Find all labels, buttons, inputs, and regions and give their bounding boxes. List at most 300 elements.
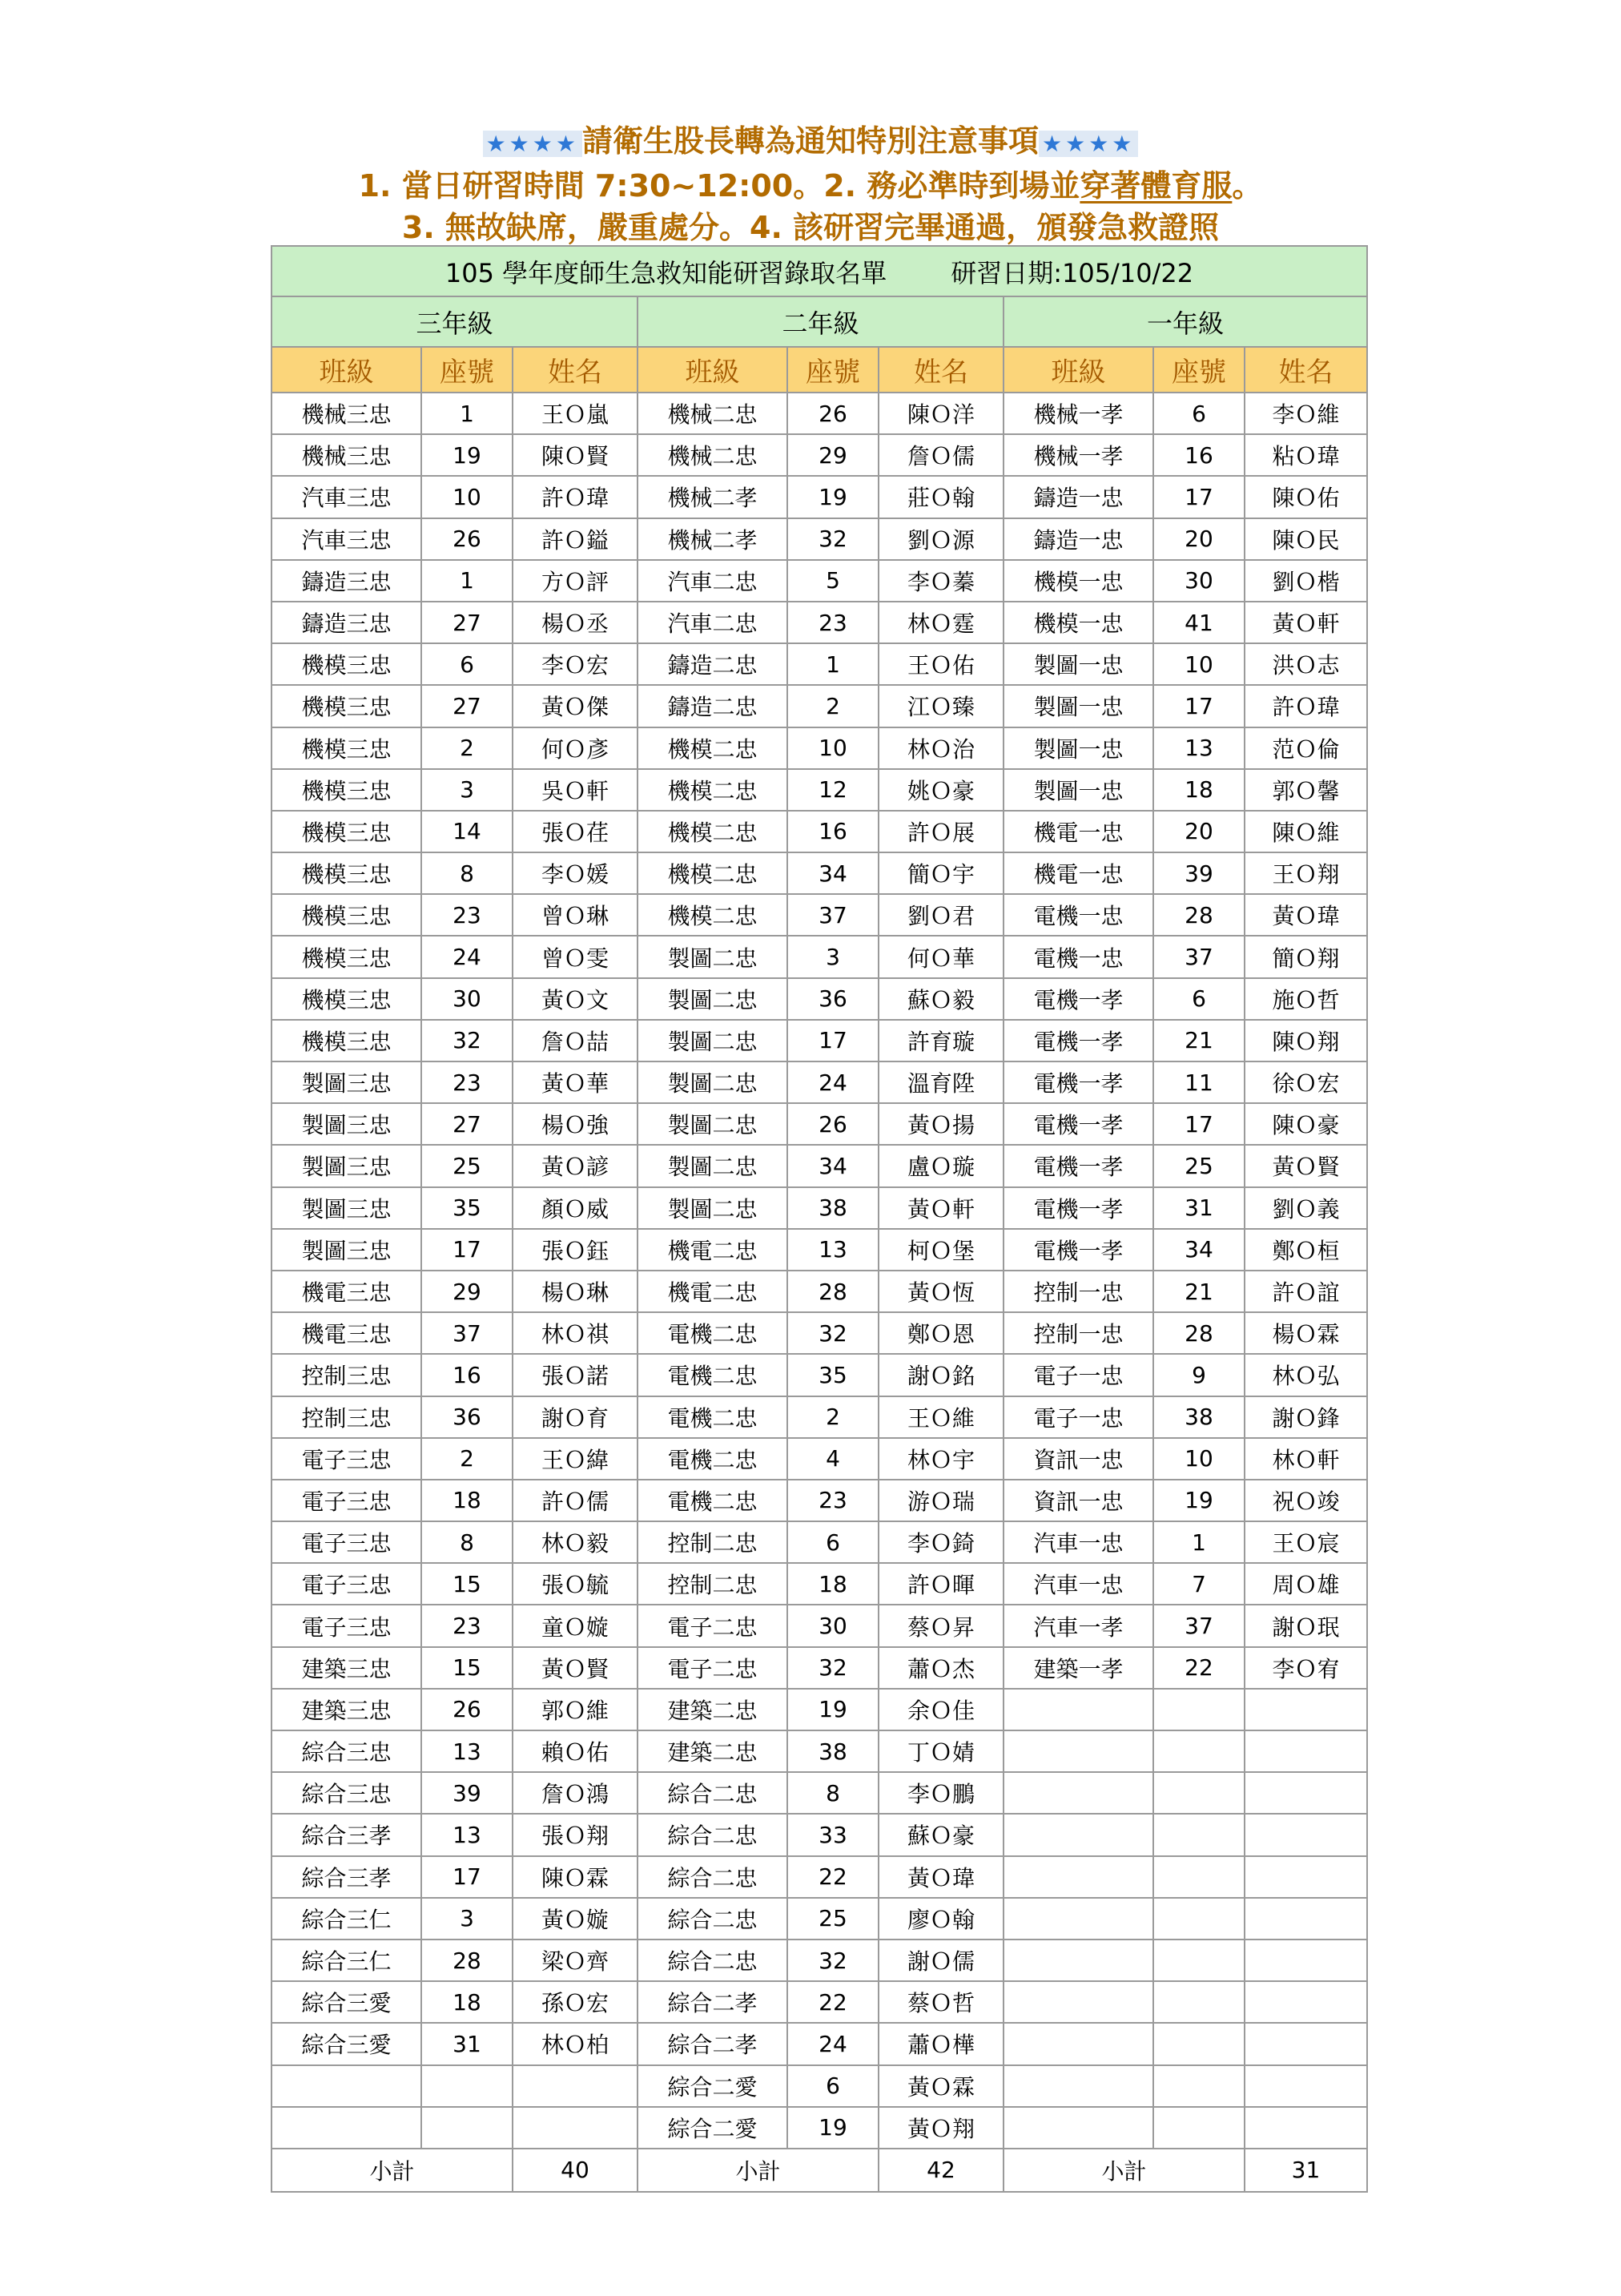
table-row <box>272 1856 1367 1898</box>
g2-name-cell: 黃Ｏ翔 <box>879 2107 1004 2149</box>
g3-class-cell: 綜合三愛 <box>272 1981 421 2023</box>
table-row <box>272 1145 1367 1186</box>
g2-name-cell: 廖Ｏ翰 <box>879 1898 1004 1940</box>
g3-seat-cell: 29 <box>421 1271 513 1312</box>
subtotal-value-1: 31 <box>1245 2149 1367 2192</box>
g1-name-cell: 林Ｏ弘 <box>1245 1354 1367 1396</box>
g3-class-cell: 電子三忠 <box>272 1521 421 1563</box>
g3-name-cell: 張Ｏ荏 <box>513 811 638 852</box>
g1-seat-cell: 28 <box>1153 894 1245 936</box>
notice-header <box>0 120 1621 248</box>
g3-seat-cell: 24 <box>421 936 513 977</box>
g2-class-cell: 製圖二忠 <box>638 1103 787 1145</box>
g2-seat-cell: 19 <box>787 1689 879 1730</box>
g2-class-cell: 綜合二忠 <box>638 1898 787 1940</box>
g1-class-cell: 機電一忠 <box>1004 852 1153 894</box>
g3-class-cell <box>272 2107 421 2149</box>
col-name-header: 姓名 <box>1245 347 1367 393</box>
g2-seat-cell: 35 <box>787 1354 879 1396</box>
g3-name-cell: 張Ｏ翔 <box>513 1814 638 1855</box>
g3-seat-cell: 13 <box>421 1730 513 1772</box>
g1-name-cell: 楊Ｏ霖 <box>1245 1312 1367 1354</box>
g2-class-cell: 機模二忠 <box>638 727 787 769</box>
g3-seat-cell: 31 <box>421 2023 513 2064</box>
g3-class-cell: 電子三忠 <box>272 1605 421 1646</box>
g3-name-cell: 吳Ｏ軒 <box>513 769 638 811</box>
g3-class-cell: 機電三忠 <box>272 1312 421 1354</box>
g3-class-cell: 機械三忠 <box>272 434 421 476</box>
g1-name-cell: 黃Ｏ瑋 <box>1245 894 1367 936</box>
g3-class-cell: 機模三忠 <box>272 936 421 977</box>
table-row <box>272 1229 1367 1271</box>
g1-name-cell: 洪Ｏ志 <box>1245 643 1367 685</box>
g1-class-cell <box>1004 1814 1153 1855</box>
g3-class-cell: 電子三忠 <box>272 1563 421 1605</box>
g1-seat-cell: 19 <box>1153 1480 1245 1521</box>
g1-name-cell: 范Ｏ倫 <box>1245 727 1367 769</box>
g3-class-cell: 建築三忠 <box>272 1647 421 1689</box>
g3-class-cell <box>272 2065 421 2107</box>
g2-name-cell: 謝Ｏ銘 <box>879 1354 1004 1396</box>
table-row <box>272 434 1367 476</box>
g2-seat-cell: 24 <box>787 1061 879 1103</box>
table-row <box>272 602 1367 643</box>
g1-class-cell: 電機一忠 <box>1004 894 1153 936</box>
g1-class-cell: 汽車一忠 <box>1004 1563 1153 1605</box>
table-row <box>272 1605 1367 1646</box>
table-title: 105 學年度師生急救知能研習錄取名單 <box>444 257 887 288</box>
g1-name-cell <box>1245 1689 1367 1730</box>
g2-seat-cell: 32 <box>787 1940 879 1981</box>
g2-class-cell: 綜合二忠 <box>638 1814 787 1855</box>
table-row <box>272 1438 1367 1480</box>
g3-class-cell: 汽車三忠 <box>272 476 421 518</box>
g2-seat-cell: 6 <box>787 1521 879 1563</box>
g3-name-cell: 何Ｏ彥 <box>513 727 638 769</box>
g2-seat-cell: 18 <box>787 1563 879 1605</box>
g3-seat-cell: 35 <box>421 1187 513 1229</box>
g1-seat-cell <box>1153 2065 1245 2107</box>
g2-name-cell: 姚Ｏ豪 <box>879 769 1004 811</box>
g1-name-cell: 陳Ｏ維 <box>1245 811 1367 852</box>
g2-seat-cell: 38 <box>787 1730 879 1772</box>
table-row <box>272 1772 1367 1814</box>
g2-class-cell: 控制二忠 <box>638 1521 787 1563</box>
g2-name-cell: 丁Ｏ婧 <box>879 1730 1004 1772</box>
g3-name-cell: 陳Ｏ霖 <box>513 1856 638 1898</box>
g3-class-cell: 製圖三忠 <box>272 1061 421 1103</box>
g3-seat-cell: 2 <box>421 1438 513 1480</box>
g1-seat-cell: 37 <box>1153 1605 1245 1646</box>
g3-class-cell: 電子三忠 <box>272 1438 421 1480</box>
g1-seat-cell: 37 <box>1153 936 1245 977</box>
g1-class-cell: 電機一孝 <box>1004 1145 1153 1186</box>
subtotal-label-3: 小計 <box>272 2149 513 2192</box>
g2-class-cell: 電機二忠 <box>638 1438 787 1480</box>
g2-seat-cell: 36 <box>787 978 879 1020</box>
g2-seat-cell: 3 <box>787 936 879 977</box>
star-icon-group-left: ★★★★ <box>483 131 582 157</box>
g2-name-cell: 蕭Ｏ杰 <box>879 1647 1004 1689</box>
g3-seat-cell: 14 <box>421 811 513 852</box>
table-row <box>272 1354 1367 1396</box>
g2-name-cell: 黃Ｏ軒 <box>879 1187 1004 1229</box>
g3-seat-cell: 17 <box>421 1856 513 1898</box>
g3-seat-cell: 8 <box>421 1521 513 1563</box>
g1-seat-cell <box>1153 1772 1245 1814</box>
g2-name-cell: 李Ｏ鵬 <box>879 1772 1004 1814</box>
g1-class-cell: 汽車一忠 <box>1004 1521 1153 1563</box>
notice-line-1 <box>0 120 1621 165</box>
table-row <box>272 769 1367 811</box>
g1-name-cell: 許Ｏ誼 <box>1245 1271 1367 1312</box>
g3-name-cell <box>513 2065 638 2107</box>
notice-line-2-underlined: 穿著體育服 <box>1080 168 1233 203</box>
g1-class-cell <box>1004 1772 1153 1814</box>
table-row <box>272 727 1367 769</box>
g1-seat-cell: 16 <box>1153 434 1245 476</box>
g2-seat-cell: 23 <box>787 1480 879 1521</box>
g3-class-cell: 機模三忠 <box>272 978 421 1020</box>
g2-class-cell: 綜合二忠 <box>638 1940 787 1981</box>
g1-class-cell <box>1004 1856 1153 1898</box>
g1-class-cell: 鑄造一忠 <box>1004 476 1153 518</box>
g1-class-cell: 電子一忠 <box>1004 1396 1153 1438</box>
g2-class-cell: 製圖二忠 <box>638 1145 787 1186</box>
g1-seat-cell: 39 <box>1153 852 1245 894</box>
g3-name-cell: 楊Ｏ丞 <box>513 602 638 643</box>
col-seat-header: 座號 <box>421 347 513 393</box>
g1-name-cell: 黃Ｏ軒 <box>1245 602 1367 643</box>
g3-class-cell: 機模三忠 <box>272 643 421 685</box>
g1-class-cell: 製圖一忠 <box>1004 769 1153 811</box>
grade-header-2: 二年級 <box>638 296 1004 347</box>
g3-seat-cell: 15 <box>421 1647 513 1689</box>
g3-class-cell: 綜合三忠 <box>272 1730 421 1772</box>
g1-name-cell: 陳Ｏ佑 <box>1245 476 1367 518</box>
g1-class-cell <box>1004 1898 1153 1940</box>
g1-seat-cell: 18 <box>1153 769 1245 811</box>
g1-seat-cell: 7 <box>1153 1563 1245 1605</box>
g3-name-cell: 顏Ｏ威 <box>513 1187 638 1229</box>
g1-seat-cell <box>1153 1689 1245 1730</box>
g2-class-cell: 機電二忠 <box>638 1271 787 1312</box>
g3-seat-cell: 16 <box>421 1354 513 1396</box>
g1-seat-cell: 17 <box>1153 1103 1245 1145</box>
subtotal-value-2: 42 <box>879 2149 1004 2192</box>
g3-name-cell: 王Ｏ嵐 <box>513 393 638 434</box>
g2-class-cell: 機械二忠 <box>638 434 787 476</box>
g1-class-cell: 電機一孝 <box>1004 1020 1153 1061</box>
g1-seat-cell: 38 <box>1153 1396 1245 1438</box>
table-row <box>272 1563 1367 1605</box>
g3-name-cell: 謝Ｏ育 <box>513 1396 638 1438</box>
g2-class-cell: 機械二孝 <box>638 518 787 560</box>
g1-seat-cell <box>1153 1814 1245 1855</box>
g3-name-cell: 郭Ｏ維 <box>513 1689 638 1730</box>
g1-seat-cell: 10 <box>1153 1438 1245 1480</box>
g2-class-cell: 製圖二忠 <box>638 936 787 977</box>
g1-name-cell: 陳Ｏ豪 <box>1245 1103 1367 1145</box>
g3-name-cell: 曾Ｏ琳 <box>513 894 638 936</box>
table-row <box>272 1103 1367 1145</box>
g3-seat-cell: 39 <box>421 1772 513 1814</box>
g2-seat-cell: 5 <box>787 560 879 602</box>
g1-seat-cell: 11 <box>1153 1061 1245 1103</box>
table-row <box>272 685 1367 727</box>
g3-seat-cell: 15 <box>421 1563 513 1605</box>
g1-name-cell: 王Ｏ宸 <box>1245 1521 1367 1563</box>
g3-class-cell: 鑄造三忠 <box>272 602 421 643</box>
g2-seat-cell: 2 <box>787 1396 879 1438</box>
g2-seat-cell: 38 <box>787 1187 879 1229</box>
g3-seat-cell: 26 <box>421 1689 513 1730</box>
g1-class-cell: 電機一孝 <box>1004 978 1153 1020</box>
table-row <box>272 936 1367 977</box>
g2-class-cell: 機械二忠 <box>638 393 787 434</box>
g3-name-cell: 黃Ｏ傑 <box>513 685 638 727</box>
g1-name-cell: 陳Ｏ翔 <box>1245 1020 1367 1061</box>
g2-seat-cell: 24 <box>787 2023 879 2064</box>
g1-seat-cell: 20 <box>1153 518 1245 560</box>
g3-seat-cell: 36 <box>421 1396 513 1438</box>
g2-name-cell: 許Ｏ展 <box>879 811 1004 852</box>
g2-seat-cell: 23 <box>787 602 879 643</box>
g1-class-cell: 製圖一忠 <box>1004 685 1153 727</box>
g1-name-cell: 許Ｏ瑋 <box>1245 685 1367 727</box>
g3-name-cell: 李Ｏ媛 <box>513 852 638 894</box>
g3-name-cell: 賴Ｏ佑 <box>513 1730 638 1772</box>
g1-name-cell: 謝Ｏ珉 <box>1245 1605 1367 1646</box>
g3-class-cell: 機模三忠 <box>272 769 421 811</box>
subtotal-value-3: 40 <box>513 2149 638 2192</box>
g1-name-cell <box>1245 1856 1367 1898</box>
g2-class-cell: 機模二忠 <box>638 769 787 811</box>
table-row <box>272 894 1367 936</box>
g3-seat-cell: 23 <box>421 1605 513 1646</box>
g2-seat-cell: 22 <box>787 1981 879 2023</box>
g1-class-cell: 機模一忠 <box>1004 560 1153 602</box>
table-row <box>272 1312 1367 1354</box>
g3-class-cell: 綜合三忠 <box>272 1772 421 1814</box>
table-row <box>272 643 1367 685</box>
g3-name-cell: 許Ｏ瑋 <box>513 476 638 518</box>
g3-class-cell: 電子三忠 <box>272 1480 421 1521</box>
g3-seat-cell: 3 <box>421 769 513 811</box>
g3-class-cell: 綜合三仁 <box>272 1940 421 1981</box>
g2-class-cell: 製圖二忠 <box>638 1020 787 1061</box>
g2-name-cell: 簡Ｏ宇 <box>879 852 1004 894</box>
g2-seat-cell: 34 <box>787 852 879 894</box>
g2-seat-cell: 29 <box>787 434 879 476</box>
g2-seat-cell: 30 <box>787 1605 879 1646</box>
g3-name-cell: 王Ｏ緯 <box>513 1438 638 1480</box>
g2-seat-cell: 32 <box>787 518 879 560</box>
g2-seat-cell: 10 <box>787 727 879 769</box>
g2-seat-cell: 37 <box>787 894 879 936</box>
g1-class-cell: 機械一孝 <box>1004 393 1153 434</box>
g1-class-cell <box>1004 1940 1153 1981</box>
table-row <box>272 1480 1367 1521</box>
g2-name-cell: 何Ｏ華 <box>879 936 1004 977</box>
table-row <box>272 1187 1367 1229</box>
g3-seat-cell: 27 <box>421 1103 513 1145</box>
g1-seat-cell: 25 <box>1153 1145 1245 1186</box>
grade-header-row <box>272 296 1367 347</box>
g2-name-cell: 溫育陞 <box>879 1061 1004 1103</box>
g1-seat-cell: 21 <box>1153 1271 1245 1312</box>
g3-seat-cell: 37 <box>421 1312 513 1354</box>
g3-seat-cell: 1 <box>421 560 513 602</box>
g3-name-cell: 方Ｏ評 <box>513 560 638 602</box>
g1-class-cell: 製圖一忠 <box>1004 643 1153 685</box>
g2-class-cell: 製圖二忠 <box>638 978 787 1020</box>
g3-class-cell: 製圖三忠 <box>272 1229 421 1271</box>
g3-seat-cell: 8 <box>421 852 513 894</box>
g3-name-cell: 黃Ｏ賢 <box>513 1647 638 1689</box>
g3-class-cell: 機模三忠 <box>272 1020 421 1061</box>
notice-line-2-end: 。 <box>1232 168 1263 203</box>
g2-name-cell: 蔡Ｏ哲 <box>879 1981 1004 2023</box>
g3-class-cell: 建築三忠 <box>272 1689 421 1730</box>
g2-name-cell: 林Ｏ宇 <box>879 1438 1004 1480</box>
g2-seat-cell: 17 <box>787 1020 879 1061</box>
g1-name-cell: 粘Ｏ瑋 <box>1245 434 1367 476</box>
g3-class-cell: 綜合三愛 <box>272 2023 421 2064</box>
g1-name-cell: 謝Ｏ鋒 <box>1245 1396 1367 1438</box>
g2-class-cell: 鑄造二忠 <box>638 685 787 727</box>
g2-name-cell: 陳Ｏ洋 <box>879 393 1004 434</box>
g1-name-cell <box>1245 1940 1367 1981</box>
g3-name-cell: 楊Ｏ琳 <box>513 1271 638 1312</box>
g3-seat-cell: 25 <box>421 1145 513 1186</box>
g2-class-cell: 製圖二忠 <box>638 1061 787 1103</box>
g3-seat-cell: 1 <box>421 393 513 434</box>
study-date: 研習日期:105/10/22 <box>951 257 1194 288</box>
g1-class-cell <box>1004 2107 1153 2149</box>
table-row <box>272 1981 1367 2023</box>
g3-name-cell: 黃Ｏ華 <box>513 1061 638 1103</box>
g1-seat-cell: 9 <box>1153 1354 1245 1396</box>
g2-name-cell: 黃Ｏ霖 <box>879 2065 1004 2107</box>
g1-name-cell: 鄭Ｏ桓 <box>1245 1229 1367 1271</box>
g3-class-cell: 製圖三忠 <box>272 1187 421 1229</box>
g1-name-cell <box>1245 1814 1367 1855</box>
g2-seat-cell: 16 <box>787 811 879 852</box>
g2-name-cell: 許Ｏ暉 <box>879 1563 1004 1605</box>
g2-seat-cell: 34 <box>787 1145 879 1186</box>
g3-seat-cell: 6 <box>421 643 513 685</box>
g2-class-cell: 製圖二忠 <box>638 1187 787 1229</box>
g2-seat-cell: 32 <box>787 1647 879 1689</box>
g2-seat-cell: 12 <box>787 769 879 811</box>
g1-seat-cell: 17 <box>1153 476 1245 518</box>
g2-class-cell: 建築二忠 <box>638 1730 787 1772</box>
g2-seat-cell: 32 <box>787 1312 879 1354</box>
g3-class-cell: 綜合三仁 <box>272 1898 421 1940</box>
g2-seat-cell: 19 <box>787 476 879 518</box>
col-class-header: 班級 <box>1004 347 1153 393</box>
g2-seat-cell: 28 <box>787 1271 879 1312</box>
g3-name-cell: 孫Ｏ宏 <box>513 1981 638 2023</box>
g2-seat-cell: 6 <box>787 2065 879 2107</box>
g2-seat-cell: 26 <box>787 1103 879 1145</box>
notice-line-2 <box>0 165 1621 207</box>
col-seat-header: 座號 <box>1153 347 1245 393</box>
g1-class-cell: 控制一忠 <box>1004 1271 1153 1312</box>
g3-name-cell: 張Ｏ鈺 <box>513 1229 638 1271</box>
g2-name-cell: 王Ｏ佑 <box>879 643 1004 685</box>
g1-name-cell: 郭Ｏ馨 <box>1245 769 1367 811</box>
g3-seat-cell: 10 <box>421 476 513 518</box>
g1-class-cell <box>1004 2065 1153 2107</box>
g3-seat-cell: 2 <box>421 727 513 769</box>
g2-seat-cell: 2 <box>787 685 879 727</box>
g1-seat-cell: 17 <box>1153 685 1245 727</box>
g1-seat-cell <box>1153 1730 1245 1772</box>
col-class-header: 班級 <box>272 347 421 393</box>
g1-class-cell: 機電一忠 <box>1004 811 1153 852</box>
g3-name-cell: 梁Ｏ齊 <box>513 1940 638 1981</box>
g3-class-cell: 控制三忠 <box>272 1354 421 1396</box>
table-row <box>272 1271 1367 1312</box>
g1-name-cell: 黃Ｏ賢 <box>1245 1145 1367 1186</box>
g1-seat-cell: 28 <box>1153 1312 1245 1354</box>
subtotal-label-2: 小計 <box>638 2149 879 2192</box>
col-name-header: 姓名 <box>879 347 1004 393</box>
g1-class-cell <box>1004 2023 1153 2064</box>
g1-name-cell <box>1245 2065 1367 2107</box>
g3-seat-cell: 17 <box>421 1229 513 1271</box>
table-row <box>272 811 1367 852</box>
g2-name-cell: 蔡Ｏ昇 <box>879 1605 1004 1646</box>
g2-name-cell: 黃Ｏ恆 <box>879 1271 1004 1312</box>
g2-class-cell: 汽車二忠 <box>638 560 787 602</box>
g2-class-cell: 電子二忠 <box>638 1647 787 1689</box>
g1-class-cell <box>1004 1730 1153 1772</box>
g3-seat-cell: 18 <box>421 1480 513 1521</box>
g1-seat-cell <box>1153 2107 1245 2149</box>
g3-name-cell: 林Ｏ柏 <box>513 2023 638 2064</box>
g1-name-cell: 徐Ｏ宏 <box>1245 1061 1367 1103</box>
g2-seat-cell: 1 <box>787 643 879 685</box>
g2-class-cell: 電機二忠 <box>638 1480 787 1521</box>
g1-class-cell: 建築一孝 <box>1004 1647 1153 1689</box>
table-row <box>272 476 1367 518</box>
g1-seat-cell <box>1153 1856 1245 1898</box>
g3-class-cell: 綜合三孝 <box>272 1814 421 1855</box>
g1-class-cell: 製圖一忠 <box>1004 727 1153 769</box>
g3-name-cell: 許Ｏ儒 <box>513 1480 638 1521</box>
g1-name-cell: 劉Ｏ義 <box>1245 1187 1367 1229</box>
g2-class-cell: 控制二忠 <box>638 1563 787 1605</box>
g2-name-cell: 劉Ｏ源 <box>879 518 1004 560</box>
g1-name-cell: 施Ｏ哲 <box>1245 978 1367 1020</box>
table-row <box>272 1521 1367 1563</box>
g3-class-cell: 機模三忠 <box>272 894 421 936</box>
g3-class-cell: 綜合三孝 <box>272 1856 421 1898</box>
table-row <box>272 1020 1367 1061</box>
g1-seat-cell: 13 <box>1153 727 1245 769</box>
g2-name-cell: 盧Ｏ璇 <box>879 1145 1004 1186</box>
g1-seat-cell <box>1153 2023 1245 2064</box>
g2-name-cell: 莊Ｏ翰 <box>879 476 1004 518</box>
g2-class-cell: 綜合二孝 <box>638 2023 787 2064</box>
notice-line-1-text: 請衛生股長轉為通知特別注意事項 <box>581 123 1039 159</box>
g2-class-cell: 電機二忠 <box>638 1312 787 1354</box>
g1-class-cell: 電機一孝 <box>1004 1103 1153 1145</box>
table-row <box>272 2065 1367 2107</box>
